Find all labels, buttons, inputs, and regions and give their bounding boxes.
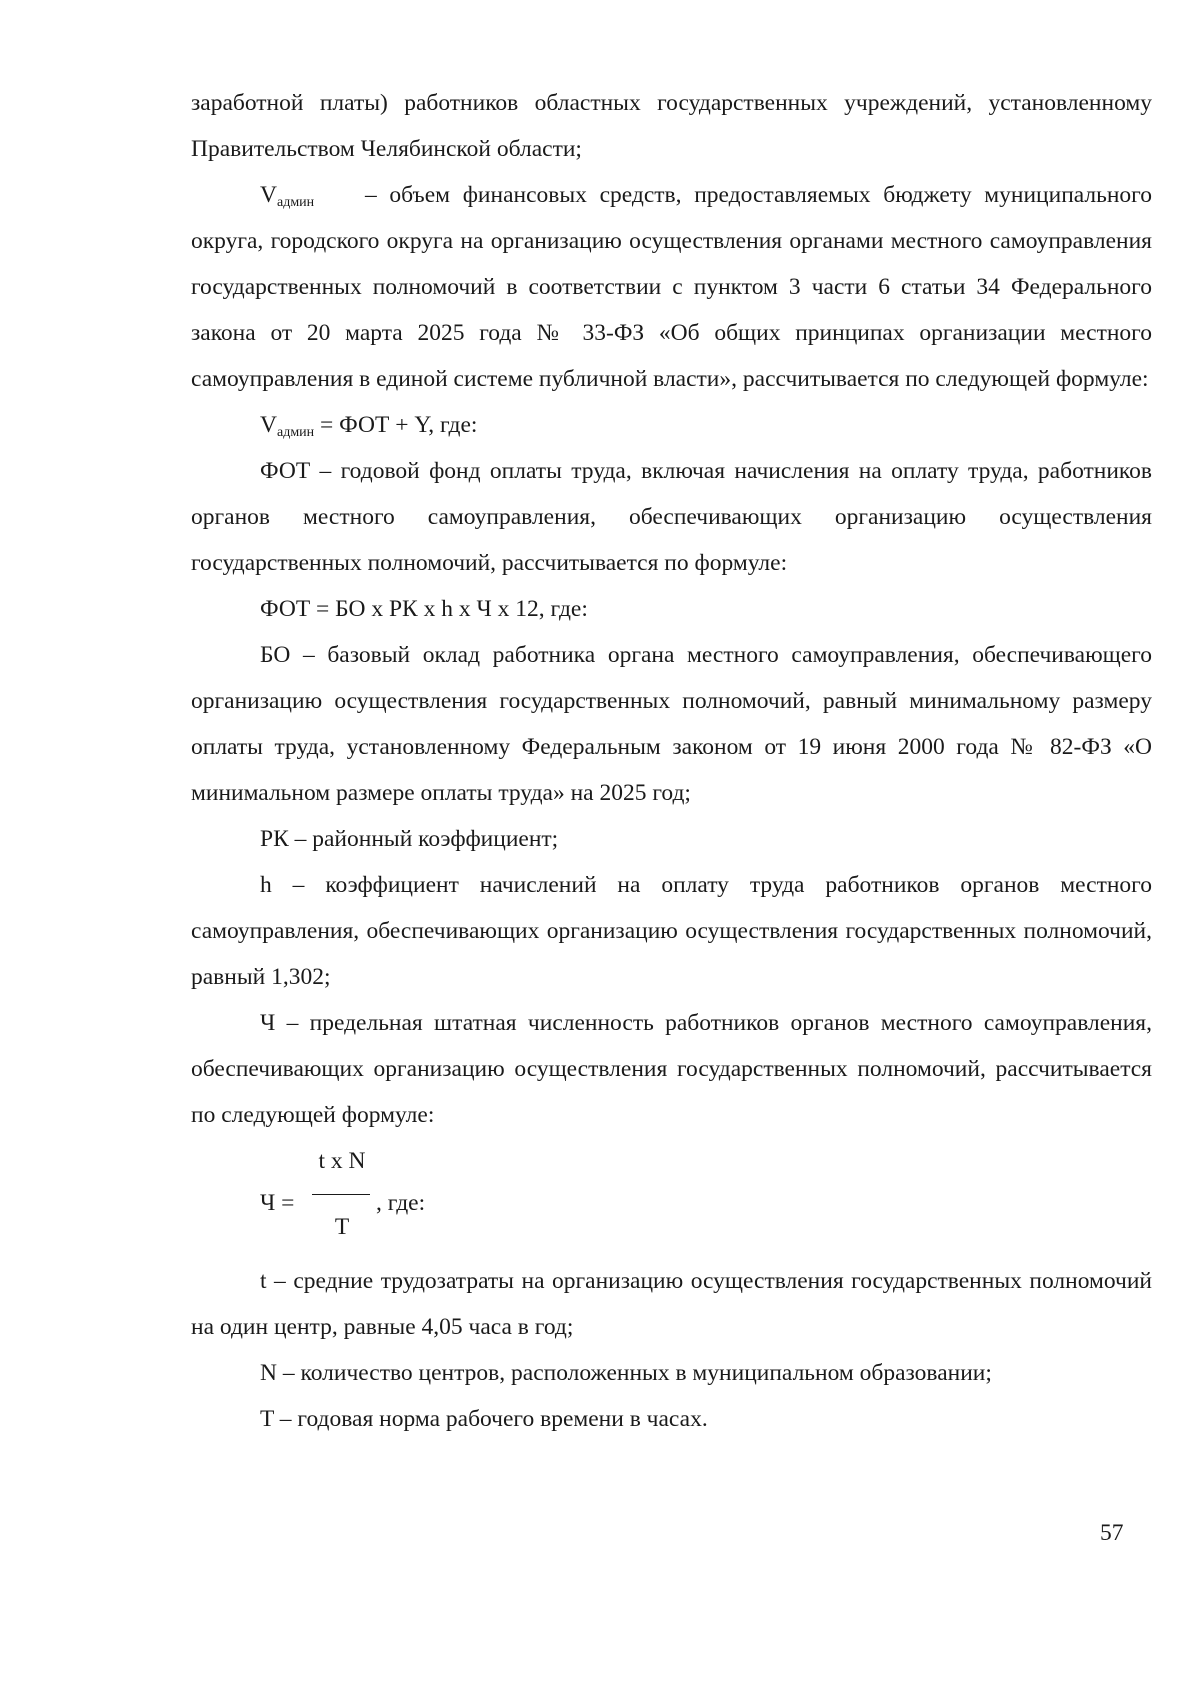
formula-v-admin: $V_{админ}$ = ФОТ + Y, где: [260, 412, 478, 440]
fraction-tail: , где: [376, 1190, 426, 1216]
formula-ch-fraction [260, 1138, 1152, 1258]
page-number: 57 [1100, 1520, 1124, 1546]
paragraph-big-t-definition: T – годовая норма рабочего времени в часах. [260, 1406, 708, 1432]
fraction-lhs: Ч = [260, 1190, 295, 1216]
paragraph-fot-definition: ФОТ – годовой фонд оплаты труда, включая начисления на оплату труда, работников органов местного самоуправления, обеспечивающих организацию осуществления государственных полномочий, рассчитывается по формуле: [191, 458, 1152, 576]
paragraph-v-admin-definition: $V_{админ}$ – объем финансовых средств, предоставляемых бюджету муниципального округа, городского округа на организацию осуществления органами местного самоуправления государственных полномочий в соответствии с пунктом 3 части 6 статьи 34 Федерального закона от 20 марта 2025 года № 33-ФЗ «Об общих принципах организации местного самоуправления в единой системе публичной власти», рассчитывается по следующей формуле: [191, 182, 1152, 392]
fraction-bar [312, 1194, 370, 1195]
paragraph-n-definition: N – количество центров, расположенных в муниципальном образовании; [260, 1360, 992, 1386]
paragraph-t-definition: t – средние трудозатраты на организацию осуществления государственных полномочий на один центр, равные 4,05 часа в год; [191, 1268, 1152, 1340]
paragraph-ch-definition: Ч – предельная штатная численность работников органов местного самоуправления, обеспечивающих организацию осуществления государственных полномочий, рассчитывается по следующей формуле: [191, 1010, 1152, 1128]
paragraph-continuation: заработной платы) работников областных государственных учреждений, установленному Правительством Челябинской области; [191, 90, 1152, 162]
symbol-v-admin: $V_{админ}$ [260, 182, 315, 210]
paragraph-rk-definition: РК – районный коэффициент; [260, 826, 559, 852]
fraction-denominator: T [334, 1214, 350, 1240]
document-body [191, 80, 1152, 1442]
formula-fot: ФОТ = БО х РК х h х Ч х 12, где: [260, 596, 588, 622]
paragraph-bo-definition: БО – базовый оклад работника органа местного самоуправления, обеспечивающего организацию осуществления государственных полномочий, равный минимальному размеру оплаты труда, установленному Федеральным законом от 19 июня 2000 года № 82-ФЗ «О минимальном размере оплаты труда» на 2025 год; [191, 642, 1152, 806]
paragraph-h-definition: h – коэффициент начислений на оплату труда работников органов местного самоуправления, обеспечивающих организацию осуществления государственных полномочий, равный 1,302; [191, 872, 1152, 990]
fraction-numerator: t x N [318, 1148, 366, 1174]
